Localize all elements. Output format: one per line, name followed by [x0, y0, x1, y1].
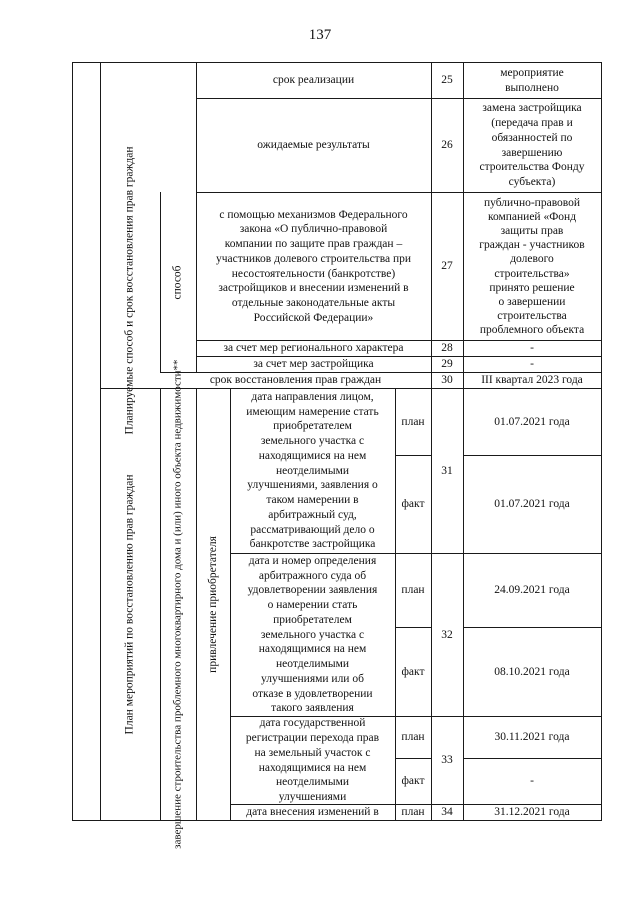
value-cell: публично-правовой компанией «Фонд защиты прав граждан - участников долевого строительства» принято решение о завершении строительства проблемного объекта	[479, 197, 585, 336]
plan-label: план	[401, 731, 425, 744]
method-header: способ	[171, 264, 184, 300]
fact-value: 01.07.2021 года	[494, 498, 570, 511]
plan-value: 01.07.2021 года	[494, 415, 570, 428]
row-number: 26	[441, 139, 453, 152]
plan-value: 30.11.2021 года	[494, 731, 570, 744]
plan-label: план	[401, 415, 425, 428]
row-number: 30	[441, 374, 453, 387]
plan-value: 31.12.2021 года	[494, 806, 570, 819]
plan-value: 24.09.2021 года	[494, 584, 570, 597]
label-cell: срок восстановления прав граждан	[209, 374, 382, 387]
row-number: 25	[441, 74, 453, 87]
value-cell: -	[530, 358, 534, 371]
row-number: 33	[441, 754, 453, 767]
row-number: 28	[441, 342, 453, 355]
plan-label: план	[401, 584, 425, 597]
row-number: 27	[441, 260, 453, 273]
label-cell: за счет мер регионального характера	[223, 342, 404, 355]
acquirer-header: привлечение приобретателя	[206, 535, 219, 673]
row-number: 29	[441, 358, 453, 371]
row-number: 32	[441, 628, 453, 641]
label-cell: дата и номер определения арбитражного суда об удовлетворении заявления о намерении стать приобретателем земельного участка с находящимися на нем неотделимыми улучшениями или об отказе в удовлетворении такого заявления	[247, 555, 378, 715]
label-cell: срок реализации	[272, 74, 355, 87]
planned-method-header: Планируемые способ и срок восстановления прав граждан	[123, 145, 136, 435]
row-number: 34	[441, 806, 453, 819]
fact-value: 08.10.2021 года	[494, 665, 570, 678]
action-plan-header: План мероприятий по восстановлению прав граждан	[123, 473, 136, 735]
value-cell: замена застройщика (передача прав и обязанностей по завершению строительства Фонду субъекта)	[479, 102, 585, 188]
label-cell: дата государственной регистрации перехода прав на земельный участок с находящимися на нем неотделимыми улучшениями	[245, 717, 380, 803]
label-cell: дата внесения изменений в	[246, 806, 379, 819]
label-cell: за счет мер застройщика	[253, 358, 374, 371]
label-cell: с помощью механизмов Федерального закона «О публично-правовой компании по защите прав граждан – участников долевого строительства при несостоятельности (банкротстве) застройщиков и внесении изменений в отдельные законодательные акты Российской Федерации»	[215, 208, 412, 324]
label-cell: ожидаемые результаты	[257, 139, 370, 152]
page-number: 137	[308, 27, 332, 43]
fact-label: факт	[401, 665, 425, 678]
fact-label: факт	[401, 775, 425, 788]
fact-value: -	[530, 775, 534, 788]
value-cell: III квартал 2023 года	[481, 374, 583, 387]
plan-label: план	[401, 806, 425, 819]
value-cell: мероприятие выполнено	[500, 66, 564, 94]
row-number: 31	[441, 464, 453, 477]
fact-label: факт	[401, 498, 425, 511]
completion-header: завершение строительства проблемного многоквартирного дома и (или) иного объекта недвижимости**	[171, 359, 184, 849]
label-cell: дата направления лицом, имеющим намерение стать приобретателем земельного участка с находящимися на нем неотделимыми улучшениями, заявления о таком намерении в арбитражный суд, рассматривающий дело о банкротстве застройщика	[246, 391, 379, 551]
value-cell: -	[530, 342, 534, 355]
